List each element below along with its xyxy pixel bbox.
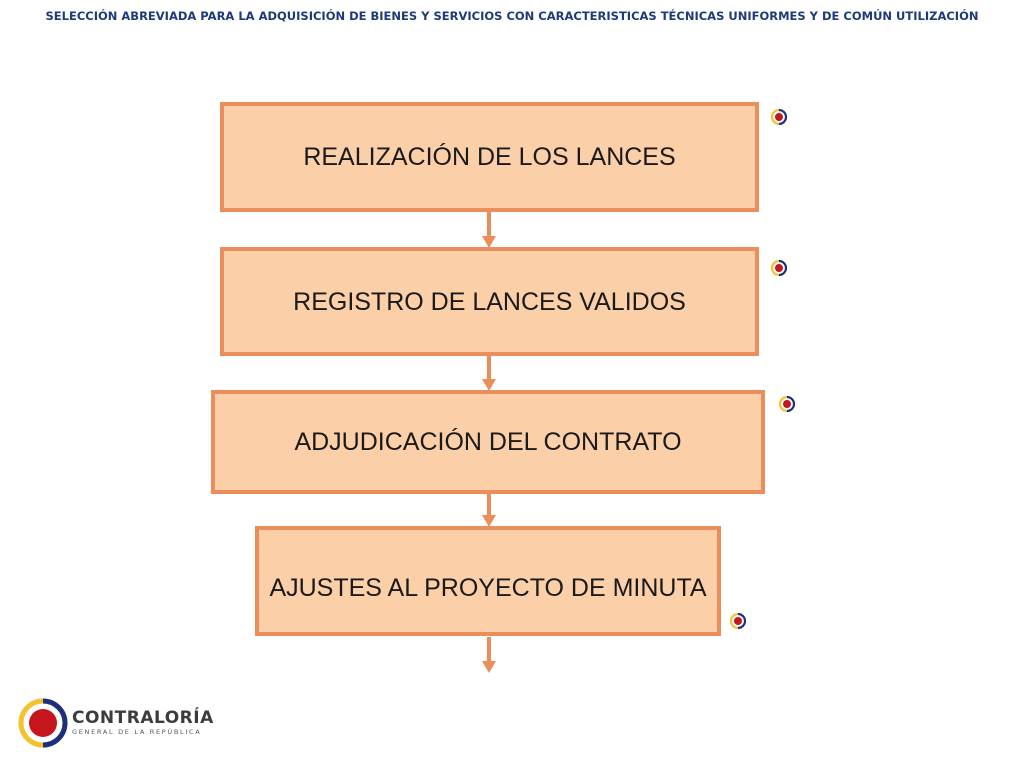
- down-arrow-icon: [482, 212, 496, 248]
- flow-step-realizacion: [220, 102, 759, 212]
- flow-step-label: ADJUDICACIÓN DEL CONTRATO: [294, 428, 682, 456]
- bullet-target-icon: [771, 260, 787, 276]
- flow-step-label: REALIZACIÓN DE LOS LANCES: [303, 143, 676, 171]
- flow-step-registro: [220, 247, 759, 356]
- flow-step-ajustes: [255, 526, 721, 636]
- page-title: SELECCIÓN ABREVIADA PARA LA ADQUISICIÓN DE BIENES Y SERVICIOS CON CARACTERISTICAS TÉCNICAS UNIFORMES Y DE COMÚN UTILIZACIÓN: [45, 9, 979, 23]
- down-arrow-icon: [482, 356, 496, 391]
- bullet-target-icon: [771, 109, 787, 125]
- bullet-target-icon: [779, 396, 795, 412]
- flow-step-adjudicacion: [211, 390, 765, 494]
- logo-subtitle: GENERAL DE LA REPÚBLICA: [72, 728, 202, 736]
- contraloria-emblem-icon: [18, 698, 68, 748]
- flow-step-label: AJUSTES AL PROYECTO DE MINUTA: [269, 574, 707, 602]
- flow-step-label: REGISTRO DE LANCES VALIDOS: [293, 287, 686, 316]
- contraloria-logo: [18, 696, 214, 750]
- down-arrow-icon: [482, 494, 496, 527]
- bullet-target-icon: [730, 613, 746, 629]
- down-arrow-icon: [482, 637, 496, 673]
- logo-name: CONTRALORÍA: [72, 708, 214, 728]
